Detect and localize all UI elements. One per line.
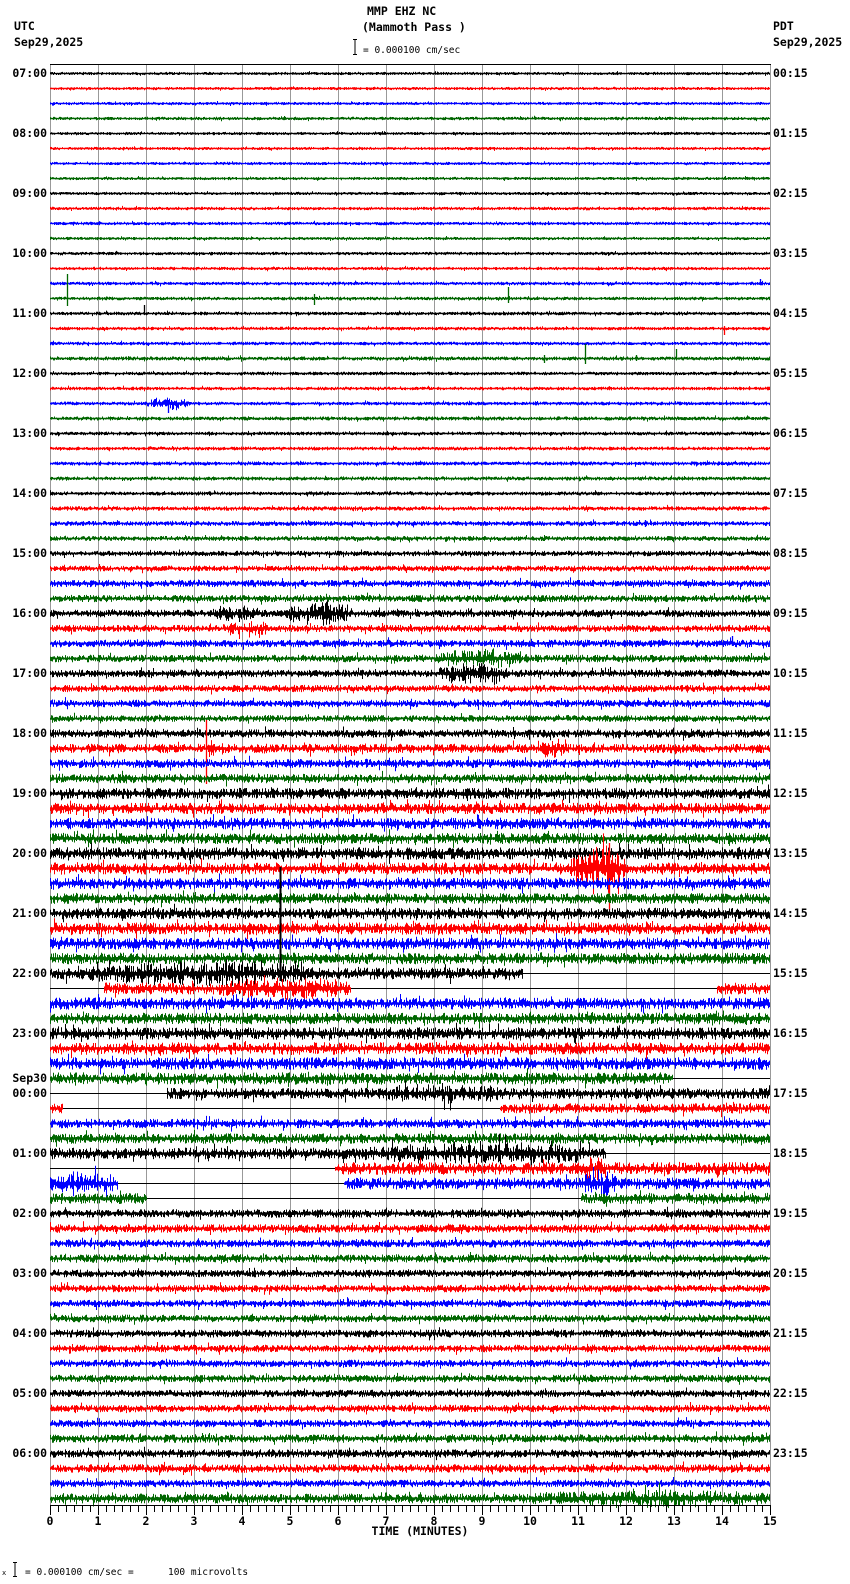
footer-scale-text: = 0.000100 cm/sec = 100 microvolts — [25, 1567, 249, 1578]
station-code-title: MMP EHZ NC — [367, 4, 437, 18]
x-tick-label: 12 — [619, 1514, 633, 1528]
x-tick-label: 13 — [667, 1514, 681, 1528]
utc-hour-label: 04:00 — [12, 1326, 47, 1340]
x-tick-label: 15 — [763, 1514, 777, 1528]
utc-hour-label: 20:00 — [12, 846, 47, 860]
pdt-hour-label: 17:15 — [773, 1086, 808, 1100]
station-name: (Mammoth Pass ) — [362, 20, 466, 34]
utc-hour-label: 01:00 — [12, 1146, 47, 1160]
utc-hour-label: 22:00 — [12, 966, 47, 980]
utc-hour-label: 19:00 — [12, 786, 47, 800]
left-timezone: UTC — [14, 19, 35, 33]
right-timezone: PDT — [773, 19, 794, 33]
x-tick-label: 9 — [478, 1514, 486, 1528]
pdt-hour-label: 14:15 — [773, 906, 808, 920]
x-tick-label: 7 — [382, 1514, 390, 1528]
x-tick-label: 4 — [238, 1514, 246, 1528]
pdt-hour-label: 12:15 — [773, 786, 808, 800]
x-tick-label: 2 — [142, 1514, 150, 1528]
pdt-hour-label: 19:15 — [773, 1206, 808, 1220]
pdt-hour-label: 00:15 — [773, 66, 808, 80]
pdt-hour-label: 08:15 — [773, 546, 808, 560]
pdt-hour-label: 23:15 — [773, 1446, 808, 1460]
pdt-hour-label: 06:15 — [773, 426, 808, 440]
x-tick-label: 1 — [94, 1514, 102, 1528]
x-tick-label: 3 — [190, 1514, 198, 1528]
utc-hour-label: 08:00 — [12, 126, 47, 140]
utc-hour-label: 02:00 — [12, 1206, 47, 1220]
utc-hour-label: 23:00 — [12, 1026, 47, 1040]
utc-hour-label: 09:00 — [12, 186, 47, 200]
utc-hour-label: 00:00 — [12, 1086, 47, 1100]
pdt-hour-label: 04:15 — [773, 306, 808, 320]
left-date: Sep29,2025 — [14, 35, 84, 49]
x-tick-label: 5 — [286, 1514, 294, 1528]
utc-hour-label: 21:00 — [12, 906, 47, 920]
x-tick-label: 8 — [430, 1514, 438, 1528]
pdt-hour-label: 15:15 — [773, 966, 808, 980]
pdt-hour-label: 20:15 — [773, 1266, 808, 1280]
footer-prefix: x — [2, 1569, 7, 1577]
x-tick-label: 10 — [523, 1514, 537, 1528]
pdt-hour-label: 07:15 — [773, 486, 808, 500]
pdt-hour-label: 03:15 — [773, 246, 808, 260]
utc-hour-label: 12:00 — [12, 366, 47, 380]
pdt-hour-label: 05:15 — [773, 366, 808, 380]
utc-hour-label: 07:00 — [12, 66, 47, 80]
pdt-hour-label: 09:15 — [773, 606, 808, 620]
pdt-hour-label: 01:15 — [773, 126, 808, 140]
pdt-hour-label: 22:15 — [773, 1386, 808, 1400]
pdt-hour-label: 11:15 — [773, 726, 808, 740]
utc-hour-label: 13:00 — [12, 426, 47, 440]
pdt-hour-label: 02:15 — [773, 186, 808, 200]
x-tick-label: 0 — [46, 1514, 54, 1528]
pdt-hour-label: 10:15 — [773, 666, 808, 680]
utc-hour-label: 11:00 — [12, 306, 47, 320]
pdt-hour-label: 18:15 — [773, 1146, 808, 1160]
right-date: Sep29,2025 — [773, 35, 843, 49]
utc-hour-label: 17:00 — [12, 666, 47, 680]
x-axis-title: TIME (MINUTES) — [371, 1524, 469, 1538]
utc-hour-label: 05:00 — [12, 1386, 47, 1400]
utc-hour-label: 14:00 — [12, 486, 47, 500]
pdt-hour-label: 16:15 — [773, 1026, 808, 1040]
utc-hour-label: 06:00 — [12, 1446, 47, 1460]
pdt-hour-label: 21:15 — [773, 1326, 808, 1340]
utc-hour-label: 10:00 — [12, 246, 47, 260]
utc-hour-label: 15:00 — [12, 546, 47, 560]
scale-text: = 0.000100 cm/sec — [363, 45, 461, 56]
utc-hour-label: 18:00 — [12, 726, 47, 740]
date-label: Sep30 — [12, 1071, 47, 1085]
utc-hour-label: 16:00 — [12, 606, 47, 620]
utc-hour-label: 03:00 — [12, 1266, 47, 1280]
x-tick-label: 6 — [334, 1514, 342, 1528]
pdt-hour-label: 13:15 — [773, 846, 808, 860]
x-tick-label: 11 — [571, 1514, 585, 1528]
x-tick-label: 14 — [715, 1514, 729, 1528]
